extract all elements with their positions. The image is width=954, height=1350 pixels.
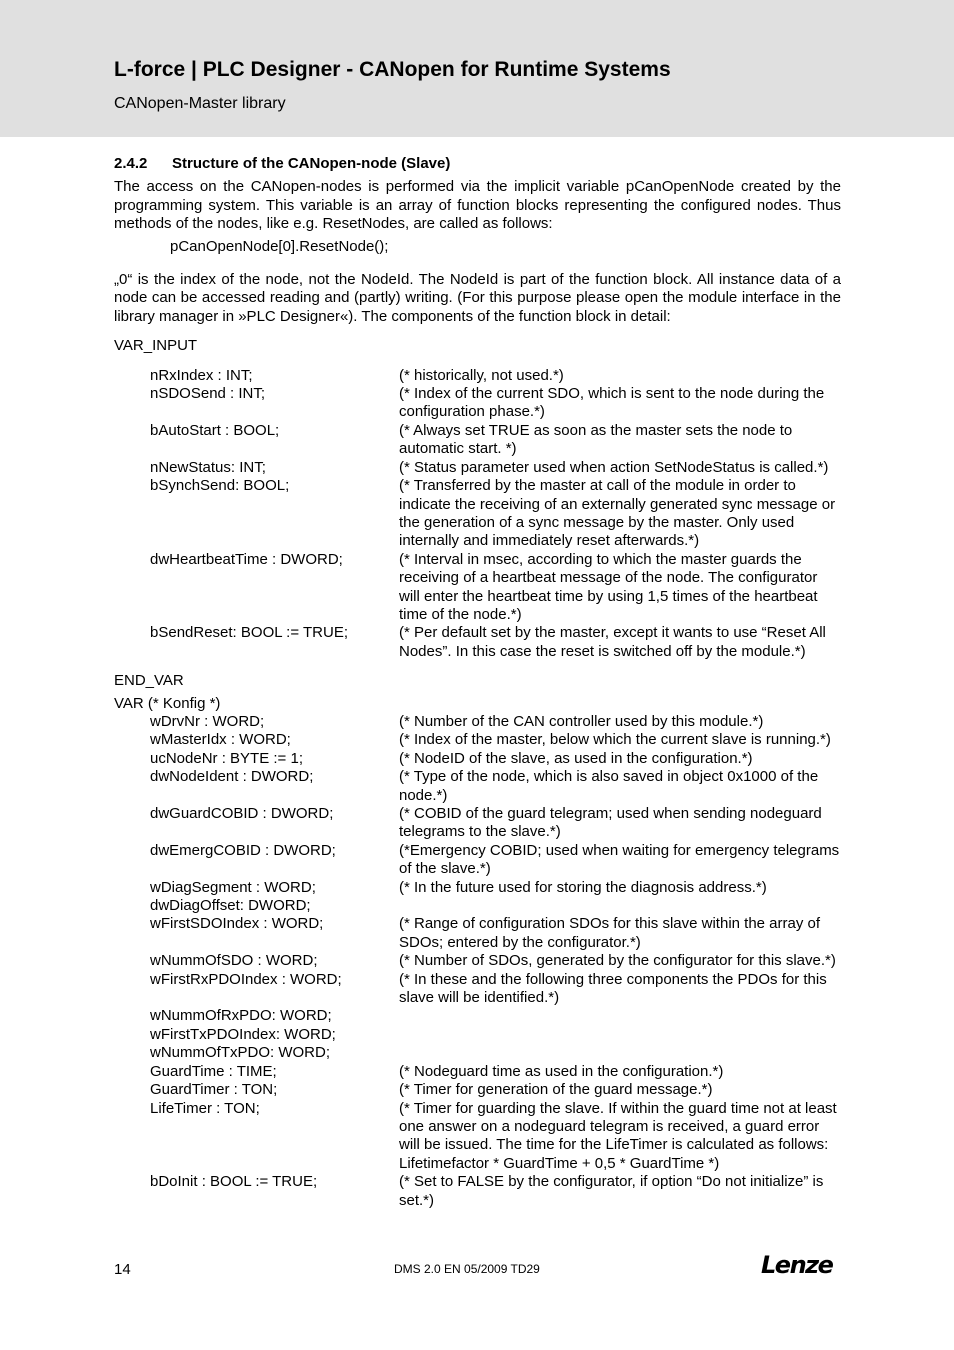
variable-name: wFirstSDOIndex : WORD; <box>150 915 324 933</box>
variable-row <box>114 1063 841 1081</box>
variable-row <box>114 731 841 749</box>
explanation-paragraph: „0“ is the index of the node, not the NodeId. The NodeId is part of the function block. All instance data of a node can be accessed reading and (partly) writing. (For this purpose please open the module interface in the library manager in »PLC Designer«). The components of the function block in detail: <box>114 271 841 325</box>
variable-description <box>399 1026 841 1044</box>
variable-name: dwDiagOffset: DWORD; <box>150 897 311 915</box>
variable-description: (* Number of the CAN controller used by this module.*) <box>399 712 764 730</box>
variable-description <box>399 897 841 915</box>
variable-name: GuardTime : TIME; <box>150 1062 277 1080</box>
var-input-label: VAR_INPUT <box>114 337 198 355</box>
variable-description: (* Nodeguard time as used in the configuration.*) <box>399 1062 724 1080</box>
variable-name: wNummOfTxPDO: WORD; <box>150 1044 330 1062</box>
variable-description: (*Emergency COBID; used when waiting for emergency telegrams of the slave.*) <box>399 841 840 878</box>
variable-row <box>114 842 841 879</box>
variable-description: (* Status parameter used when action SetNodeStatus is called.*) <box>399 458 829 476</box>
variable-description: (* COBID of the guard telegram; used when sending nodeguard telegrams to the slave.*) <box>399 805 822 841</box>
variable-name: ucNodeNr : BYTE := 1; <box>150 749 303 767</box>
variable-description: (* NodeID of the slave, as used in the configuration.*) <box>399 749 753 767</box>
variable-row <box>114 897 841 915</box>
variable-name: bSynchSend: BOOL; <box>150 477 290 495</box>
variable-row <box>114 385 841 422</box>
variable-name: dwHeartbeatTime : DWORD; <box>150 550 343 568</box>
variable-row <box>114 750 841 768</box>
variable-row <box>114 624 841 661</box>
main-content <box>114 155 841 1210</box>
variable-description: (* In the future used for storing the diagnosis address.*) <box>399 878 767 896</box>
variable-row <box>114 879 841 897</box>
variable-name: nRxIndex : INT; <box>150 366 253 384</box>
variable-name: dwGuardCOBID : DWORD; <box>150 805 334 822</box>
variable-name: nNewStatus: INT; <box>150 458 266 476</box>
variable-row <box>114 915 841 952</box>
variable-description: (* Timer for generation of the guard message.*) <box>399 1081 713 1099</box>
variable-description <box>399 1007 841 1025</box>
page-header <box>0 0 954 137</box>
lenze-logo: Lenze <box>761 1251 833 1279</box>
end-var-label: END_VAR <box>114 672 184 690</box>
variable-name: wFirstRxPDOIndex : WORD; <box>150 970 342 988</box>
variable-row <box>114 1007 841 1025</box>
document-subtitle: CANopen-Master library <box>114 95 286 112</box>
variable-row <box>114 805 841 842</box>
var-konfig-list <box>114 713 841 1210</box>
variable-name: wDiagSegment : WORD; <box>150 878 316 896</box>
variable-name: nSDOSend : INT; <box>150 385 266 403</box>
variable-name: wFirstTxPDOIndex: WORD; <box>150 1025 336 1043</box>
variable-name: dwEmergCOBID : DWORD; <box>150 841 336 859</box>
page-number: 14 <box>114 1261 131 1278</box>
section-heading <box>114 155 841 173</box>
variable-description: (* historically, not used.*) <box>399 366 564 384</box>
section-number: 2.4.2 <box>114 155 148 172</box>
intro-paragraph: The access on the CANopen-nodes is performed via the implicit variable pCanOpenNode created by the programming system. This variable is an array of function blocks representing the configured nodes. Thus methods of the nodes, like e.g. ResetNodes, are called as follows: <box>114 178 841 233</box>
document-info: DMS 2.0 EN 05/2009 TD29 <box>394 1262 540 1276</box>
variable-name: bDoInit : BOOL := TRUE; <box>150 1173 318 1191</box>
variable-description: (* Type of the node, which is also saved in object 0x1000 of the node.*) <box>399 768 819 804</box>
variable-row <box>114 459 841 477</box>
variable-row <box>114 713 841 731</box>
variable-description: (* Range of configuration SDOs for this slave within the array of SDOs; entered by the configurator.*) <box>399 915 821 951</box>
variable-name: bAutoStart : BOOL; <box>150 421 280 439</box>
variable-name: wNummOfSDO : WORD; <box>150 952 318 970</box>
variable-row <box>114 971 841 1008</box>
document-title: L-force | PLC Designer - CANopen for Runtime Systems <box>114 58 671 81</box>
variable-description: (* Always set TRUE as soon as the master sets the node to automatic start. *) <box>399 421 793 458</box>
variable-row <box>114 1100 841 1174</box>
variable-description: (* Per default set by the master, except it wants to use “Reset All Nodes”. In this case the reset is switched off by the module.*) <box>399 624 826 660</box>
variable-description: (* Interval in msec, according to which the master guards the receiving of a heartbeat message of the node. The configurator will enter the heartbeat time by using 1,5 times of the heartbeat time of the node.*) <box>399 550 818 623</box>
variable-description <box>399 1044 841 1062</box>
variable-description: (* Transferred by the master at call of the module in order to indicate the receiving of an externally generated sync message or the generation of a sync message by the master. Only used internally and immediately reset afterwards.*) <box>399 477 836 550</box>
variable-description: (* Set to FALSE by the configurator, if option “Do not initialize” is set.*) <box>399 1173 824 1209</box>
variable-row <box>114 1081 841 1099</box>
variable-row <box>114 1026 841 1044</box>
variable-description: (* Number of SDOs, generated by the configurator for this slave.*) <box>399 952 836 970</box>
variable-row <box>114 477 841 551</box>
section-title: Structure of the CANopen-node (Slave) <box>172 155 451 172</box>
variable-row <box>114 551 841 625</box>
var-konfig-label: VAR (* Konfig *) <box>114 694 221 712</box>
variable-description: (* Index of the master, below which the current slave is running.*) <box>399 731 831 749</box>
variable-row <box>114 768 841 805</box>
variable-row <box>114 1044 841 1062</box>
variable-description: (* In these and the following three components the PDOs for this slave will be identified.*) <box>399 970 827 1007</box>
variable-name: LifeTimer : TON; <box>150 1099 260 1117</box>
spacer <box>114 326 841 337</box>
spacer <box>114 661 841 672</box>
variable-row <box>114 952 841 970</box>
variable-name: bSendReset: BOOL := TRUE; <box>150 624 349 642</box>
variable-name: wDrvNr : WORD; <box>150 712 265 730</box>
variable-name: wMasterIdx : WORD; <box>150 731 291 749</box>
spacer <box>114 356 841 367</box>
variable-description: (* Timer for guarding the slave. If within the guard time not at least one answer on a nodeguard telegram is received, a guard error will be issued. The time for the LifeTimer is calculated as follows: Lifetimefactor * GuardTime + 0,5 * GuardTime *) <box>399 1099 837 1172</box>
variable-row <box>114 1173 841 1210</box>
variable-name: GuardTimer : TON; <box>150 1081 278 1099</box>
code-example: pCanOpenNode[0].ResetNode(); <box>170 237 389 255</box>
variable-description: (* Index of the current SDO, which is sent to the node during the configuration phase.*) <box>399 385 825 421</box>
variable-row <box>114 367 841 385</box>
variable-name: wNummOfRxPDO: WORD; <box>150 1007 332 1025</box>
variable-row <box>114 422 841 459</box>
variable-name: dwNodeIdent : DWORD; <box>150 768 314 786</box>
var-input-list <box>114 367 841 662</box>
